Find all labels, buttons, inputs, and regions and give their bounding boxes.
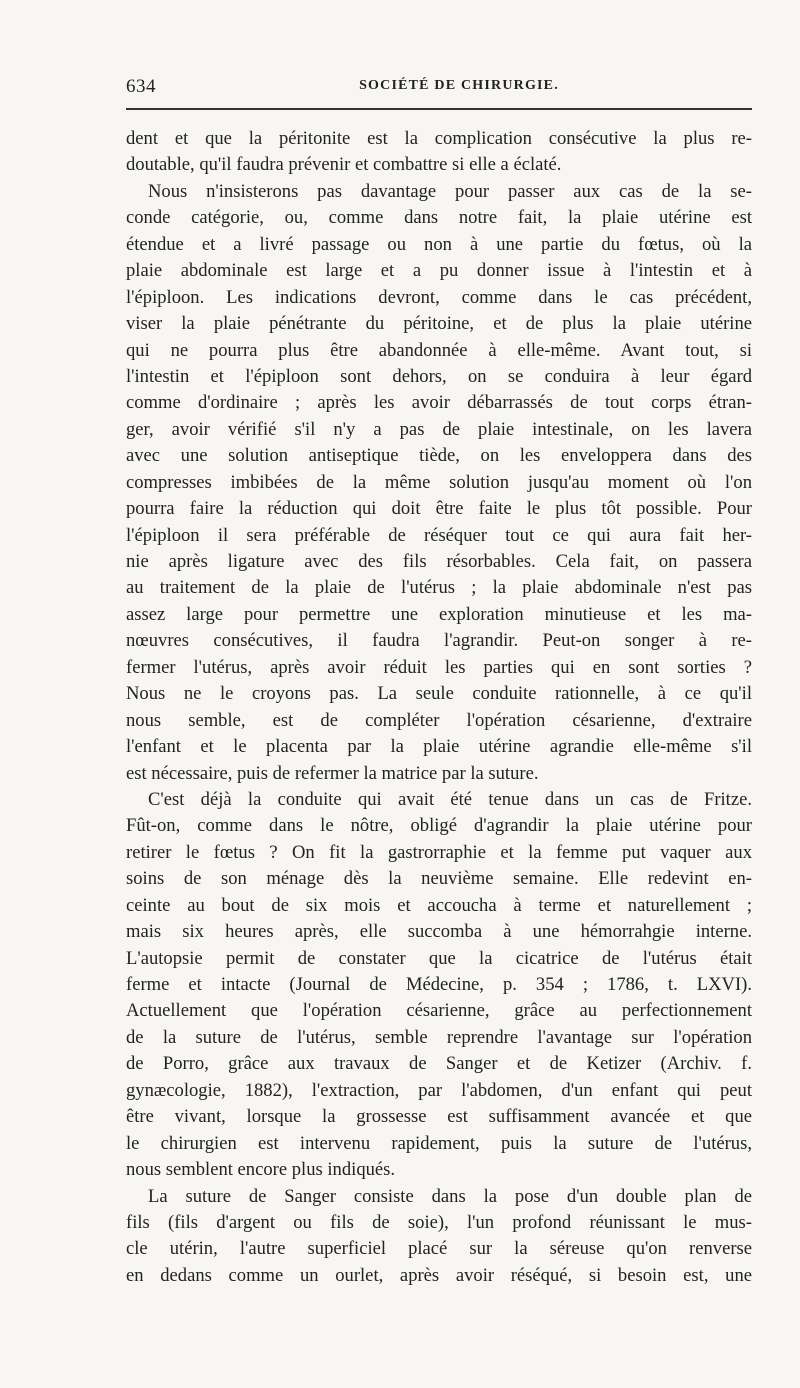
text-line: Nous ne le croyons pas. La seule conduite rationnelle, à ce qu'il [126,683,752,705]
text-line: est nécessaire, puis de refermer la matrice par la suture. [126,762,539,784]
text-line: l'épiploon. Les indications devront, comme dans le cas précédent, [126,286,752,308]
text-line: mais six heures après, elle succomba à une hémorrahgie interne. [126,921,752,943]
text-line: dent et que la péritonite est la complication consécutive la plus re- [126,128,752,149]
text-line: assez large pour permettre une exploration minutieuse et les ma- [126,603,752,625]
text-line: ceinte au bout de six mois et accoucha à terme et naturellement ; [126,894,752,916]
text-line: viser la plaie pénétrante du péritoine, et de plus la plaie utérine [126,313,752,335]
text-line: plaie abdominale est large et a pu donner issue à l'intestin et à [126,260,752,282]
text-line: conde catégorie, ou, comme dans notre fait, la plaie utérine est [126,207,752,229]
text-line: être vivant, lorsque la grossesse est suffisamment avancée et que [126,1106,752,1128]
text-line: nœuvres consécutives, il faudra l'agrandir. Peut-on songer à re- [126,630,752,652]
text-line: ferme et intacte (Journal de Médecine, p. 354 ; 1786, t. LXVI). [126,974,752,995]
text-line: en dedans comme un ourlet, après avoir réséqué, si besoin est, une [126,1264,752,1286]
text-line: Nous n'insisterons pas davantage pour passer aux cas de la se- [148,180,752,202]
text-line: l'intestin et l'épiploon sont dehors, on se conduira à leur égard [126,365,752,387]
page-number: 634 [126,76,156,97]
text-line: fermer l'utérus, après avoir réduit les parties qui en sont sorties ? [126,656,752,678]
text-line: C'est déjà la conduite qui avait été tenue dans un cas de Fritze. [148,788,752,810]
text-line: cle utérin, l'autre superficiel placé sur la séreuse qu'on renverse [126,1238,752,1260]
text-line: de la suture de l'utérus, semble reprendre l'avantage sur l'opération [126,1026,752,1048]
text-line: ger, avoir vérifié s'il n'y a pas de plaie intestinale, on les lavera [126,418,752,440]
text-line: L'autopsie permit de constater que la cicatrice de l'utérus était [126,947,752,969]
text-line: fils (fils d'argent ou fils de soie), l'un profond réunissant le mus- [126,1211,752,1233]
text-line: qui ne pourra plus être abandonnée à elle-même. Avant tout, si [126,339,752,361]
body-text [126,126,752,1289]
text-line: soins de son ménage dès la neuvième semaine. Elle redevint en- [126,868,752,890]
text-line: compresses imbibées de la même solution jusqu'au moment où l'on [126,471,752,493]
text-line: au traitement de la plaie de l'utérus ; la plaie abdominale n'est pas [126,577,752,599]
page-header [126,76,752,100]
text-line: le chirurgien est intervenu rapidement, puis la suture de l'utérus, [126,1132,752,1154]
header-rule [126,108,752,110]
running-title: SOCIÉTÉ DE CHIRURGIE. [359,78,559,93]
text-line: nous semblent encore plus indiqués. [126,1159,396,1181]
text-line: étendue et a livré passage ou non à une partie du fœtus, où la [126,233,752,255]
text-line: pourra faire la réduction qui doit être faite le plus tôt possible. Pour [126,498,752,520]
text-line: l'enfant et le placenta par la plaie utérine agrandie elle-même s'il [126,736,752,758]
text-line: comme d'ordinaire ; après les avoir débarrassés de tout corps étran- [126,392,752,414]
text-line: retirer le fœtus ? On fit la gastrorraphie et la femme put vaquer aux [126,841,752,863]
text-line: de Porro, grâce aux travaux de Sanger et de Ketizer (Archiv. f. [126,1053,752,1075]
text-line: nous semble, est de compléter l'opération césarienne, d'extraire [126,709,752,731]
text-line: l'épiploon il sera préférable de réséquer tout ce qui aura fait her- [126,524,752,546]
text-line: La suture de Sanger consiste dans la pose d'un double plan de [148,1185,752,1207]
text-line: gynæcologie, 1882), l'extraction, par l'abdomen, d'un enfant qui peut [126,1079,752,1101]
text-line: nie après ligature avec des fils résorbables. Cela fait, on passera [126,551,752,572]
text-line: Fût-on, comme dans le nôtre, obligé d'agrandir la plaie utérine pour [126,815,752,837]
text-line: avec une solution antiseptique tiède, on les enveloppera dans des [126,445,752,467]
text-line: doutable, qu'il faudra prévenir et combattre si elle a éclaté. [126,154,562,176]
text-line: Actuellement que l'opération césarienne, grâce au perfectionnement [126,1000,752,1022]
